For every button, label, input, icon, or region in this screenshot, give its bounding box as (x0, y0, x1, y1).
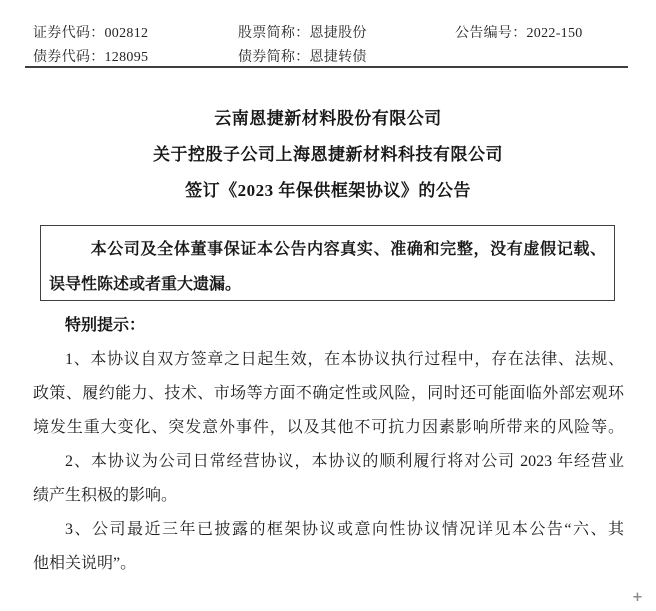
disclaimer-line: 本公司及全体董事保证本公告内容真实、准确和完整，没有虚假记载、 (90, 241, 606, 258)
body-line: 1、本协议自双方签章之日起生效，在本协议执行过程中，存在法律、法规、 (65, 351, 624, 368)
announcement-title (0, 101, 656, 209)
body-line: 2、本协议为公司日常经营协议，本协议的顺利履行将对公司 2023 年经营业 (65, 453, 624, 470)
announcement-number: 公告编号：2022-150 (455, 26, 583, 41)
title-subsidiary-line: 关于控股子公司上海恩捷新材料科技有限公司 (153, 145, 503, 164)
disclaimer-box (40, 225, 615, 301)
stock-short-name: 股票简称：恩捷股份 (238, 26, 367, 41)
bond-code: 债券代码：128095 (33, 50, 149, 65)
body-line: 政策、履约能力、技术、市场等方面不确定性或风险，同时还可能面临外部宏观环 (33, 385, 624, 402)
title-agreement-line: 签订《2023 年保供框架协议》的公告 (185, 181, 471, 200)
cursor-plus-icon: + (632, 590, 643, 605)
security-code: 证券代码：002812 (33, 26, 149, 41)
body-line: 他相关说明”。 (33, 555, 137, 572)
body-line: 3、公司最近三年已披露的框架协议或意向性协议情况详见本公告“六、其 (65, 521, 624, 538)
bond-short-name: 债券简称：恩捷转债 (238, 50, 367, 65)
special-note-heading: 特别提示： (65, 317, 146, 334)
header-divider (25, 66, 628, 68)
body-text (33, 309, 624, 581)
title-company-name: 云南恩捷新材料股份有限公司 (214, 109, 442, 128)
body-line: 境发生重大变化、突发意外事件，以及其他不可抗力因素影响所带来的风险等。 (33, 419, 624, 436)
disclaimer-line: 误导性陈述或者重大遗漏。 (49, 276, 242, 293)
body-line: 绩产生积极的影响。 (33, 487, 178, 504)
